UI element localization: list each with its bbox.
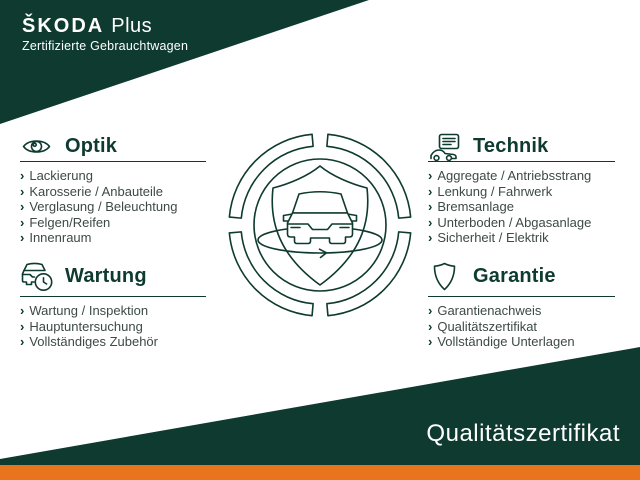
item-label: Innenraum (29, 230, 92, 245)
list-item (20, 168, 206, 184)
chevron-bullet: › (20, 214, 25, 230)
eye-icon (20, 137, 53, 156)
item-label: Lackierung (29, 168, 93, 183)
chevron-bullet: › (428, 334, 433, 349)
chevron-bullet: › (20, 183, 25, 199)
list-item (428, 199, 615, 215)
section-wartung (20, 260, 206, 350)
list-item (20, 199, 206, 215)
optik-list (20, 168, 206, 246)
skoda-plus-logo (22, 15, 188, 53)
section-divider (428, 296, 615, 297)
item-label: Vollständige Unterlagen (437, 334, 575, 349)
item-label: Aggregate / Antriebsstrang (437, 168, 592, 183)
chevron-bullet: › (428, 199, 433, 214)
list-item (428, 184, 615, 200)
item-label: Qualitätszertifikat (437, 318, 538, 334)
chevron-bullet: › (428, 168, 433, 183)
car-checklist-icon (428, 133, 461, 161)
chevron-bullet: › (20, 334, 25, 349)
item-label: Wartung / Inspektion (29, 303, 149, 318)
chevron-bullet: › (20, 230, 25, 245)
car-shield-rotation-emblem (225, 130, 415, 320)
chevron-bullet: › (428, 183, 433, 199)
list-item (428, 215, 615, 231)
list-item (428, 303, 615, 319)
item-label: Hauptuntersuchung (29, 318, 143, 334)
shield-icon (428, 262, 461, 291)
chevron-bullet: › (20, 199, 25, 214)
list-item (428, 168, 615, 184)
section-optik (20, 133, 206, 246)
list-item (20, 215, 206, 231)
section-divider (20, 161, 206, 162)
technik-list (428, 168, 615, 246)
section-divider (428, 161, 615, 162)
list-item (20, 319, 206, 335)
section-title: Garantie (473, 265, 556, 287)
list-item (20, 230, 206, 246)
chevron-bullet: › (428, 303, 433, 318)
list-item (428, 230, 615, 246)
footer-orange-bar (0, 465, 640, 480)
item-label: Karosserie / Anbauteile (29, 183, 164, 199)
wartung-list (20, 303, 206, 350)
logo-subtitle: Zertifizierte Gebrauchtwagen (22, 39, 189, 53)
section-divider (20, 296, 206, 297)
chevron-bullet: › (428, 214, 433, 230)
list-item (20, 303, 206, 319)
car-service-clock-icon (20, 261, 53, 292)
item-label: Garantienachweis (437, 303, 542, 318)
chevron-bullet: › (428, 230, 433, 245)
garantie-list (428, 303, 615, 350)
item-label: Bremsanlage (437, 199, 514, 214)
chevron-bullet: › (428, 318, 433, 334)
section-title: Wartung (65, 265, 147, 287)
list-item (428, 319, 615, 335)
list-item (20, 184, 206, 200)
chevron-bullet: › (20, 318, 25, 334)
item-label: Lenkung / Fahrwerk (437, 183, 553, 199)
section-optik-header (20, 133, 206, 160)
list-item (20, 334, 206, 350)
section-garantie-header (428, 260, 615, 293)
footer-title: Qualitätszertifikat (426, 420, 620, 447)
item-label: Verglasung / Beleuchtung (29, 199, 178, 214)
logo-suffix: Plus (111, 15, 153, 37)
section-garantie (428, 260, 615, 350)
section-title: Technik (473, 135, 549, 157)
section-wartung-header (20, 260, 206, 293)
chevron-bullet: › (20, 303, 25, 318)
section-title: Optik (65, 135, 118, 157)
list-item (428, 334, 615, 350)
item-label: Sicherheit / Elektrik (437, 230, 549, 245)
section-technik-header (428, 133, 615, 160)
item-label: Vollständiges Zubehör (29, 334, 158, 349)
logo-wordmark: ŠKODA (22, 15, 105, 37)
item-label: Unterboden / Abgasanlage (437, 214, 592, 230)
item-label: Felgen/Reifen (29, 214, 111, 230)
section-technik (428, 133, 615, 246)
chevron-bullet: › (20, 168, 25, 183)
